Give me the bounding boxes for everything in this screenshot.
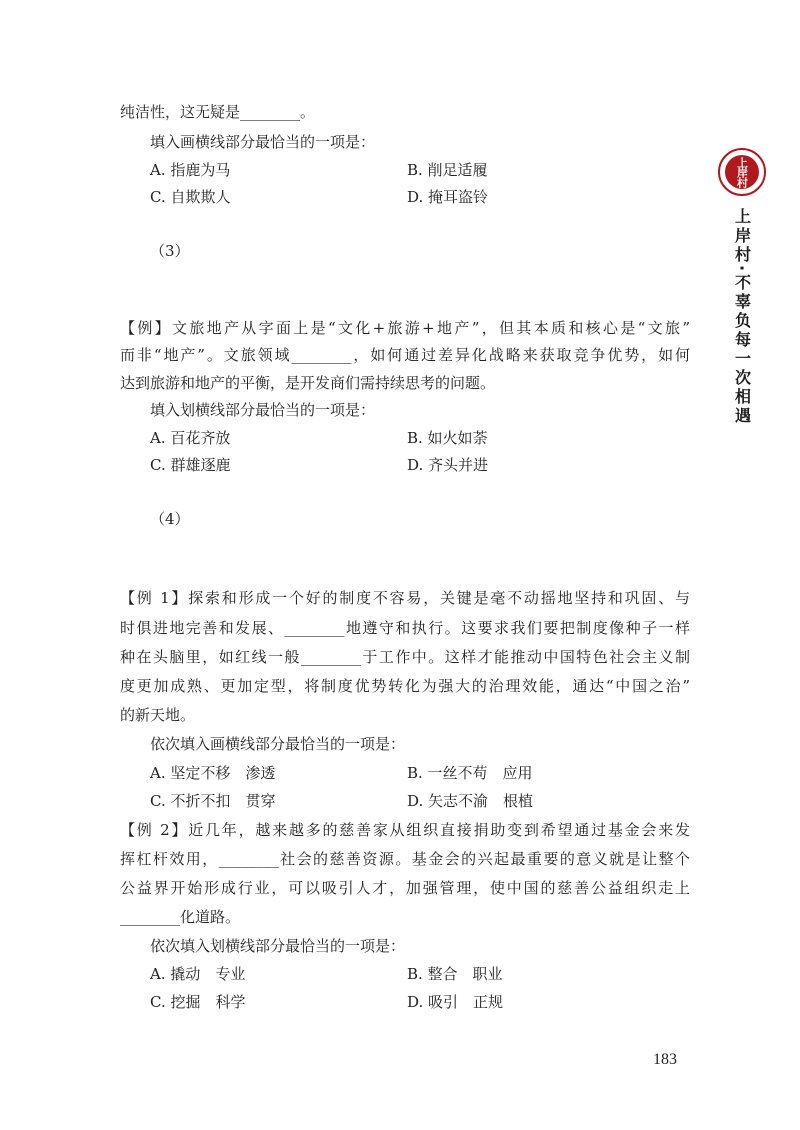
option-a: A. 撬动 专业 [150, 965, 246, 983]
option-a: A. 坚定不移 渗透 [150, 764, 276, 782]
section-number: （4） [150, 510, 190, 528]
section-number: （3） [150, 242, 190, 260]
option-c: C. 群雄逐鹿 [150, 456, 231, 474]
paragraph-line: 挥杠杆效用，________社会的慈善资源。基金会的兴起最重要的意义就是让整个 [120, 850, 690, 868]
option-b: B. 一丝不苟 应用 [407, 764, 533, 782]
paragraph-line: 时俱进地完善和发展、________地遵守和执行。这要求我们要把制度像种子一样 [120, 619, 690, 637]
paragraph-line: 达到旅游和地产的平衡，是开发商们需持续思考的问题。 [120, 374, 496, 392]
paragraph-line: 的新天地。 [120, 706, 196, 724]
paragraph-line: 纯洁性，这无疑是________。 [120, 103, 316, 121]
option-b: B. 削足适履 [407, 161, 488, 179]
paragraph-line: 种在头脑里，如红线一般________于工作中。这样才能推动中国特色社会主义制 [120, 648, 690, 666]
option-b: B. 整合 职业 [407, 965, 503, 983]
seal-text: 上岸村 [725, 155, 759, 189]
question-prompt: 填入画横线部分最恰当的一项是： [150, 133, 376, 151]
brand-seal-logo [718, 148, 766, 196]
paragraph-line: 而非“地产”。文旅领域________，如何通过差异化战略来获取竞争优势，如何 [120, 346, 690, 364]
option-a: A. 百花齐放 [150, 429, 231, 447]
paragraph-line: 【例】文旅地产从字面上是“文化+旅游+地产”，但其本质和核心是“文旅” [120, 319, 690, 337]
paragraph-line: 【例 1】探索和形成一个好的制度不容易，关键是毫不动摇地坚持和巩固、与 [120, 589, 690, 607]
option-d: D. 矢志不渝 根植 [407, 792, 534, 810]
question-prompt: 填入划横线部分最恰当的一项是： [150, 401, 376, 419]
option-d: D. 齐头并进 [407, 456, 489, 474]
question-prompt: 依次填入划横线部分最恰当的一项是： [150, 937, 406, 955]
option-d: D. 吸引 正规 [407, 993, 504, 1011]
option-b: B. 如火如荼 [407, 429, 488, 447]
sidebar-brand [716, 148, 768, 426]
option-c: C. 挖掘 科学 [150, 993, 246, 1011]
page-number: 183 [653, 1051, 677, 1068]
option-a: A. 指鹿为马 [150, 161, 231, 179]
paragraph-line: 公益界开始形成行业，可以吸引人才，加强管理，使中国的慈善公益组织走上 [120, 879, 690, 897]
paragraph-line: 【例 2】近几年，越来越多的慈善家从组织直接捐助变到希望通过基金会来发 [120, 821, 690, 839]
paragraph-line: 度更加成熟、更加定型，将制度优势转化为强大的治理效能，通达“中国之治” [120, 677, 690, 695]
brand-slogan: 上岸村·不辜负每一次相遇 [732, 208, 752, 427]
option-d: D. 掩耳盗铃 [407, 188, 489, 206]
option-c: C. 自欺欺人 [150, 188, 231, 206]
option-c: C. 不折不扣 贯穿 [150, 792, 276, 810]
question-prompt: 依次填入画横线部分最恰当的一项是： [150, 735, 406, 753]
paragraph-line: ________化道路。 [120, 908, 241, 926]
